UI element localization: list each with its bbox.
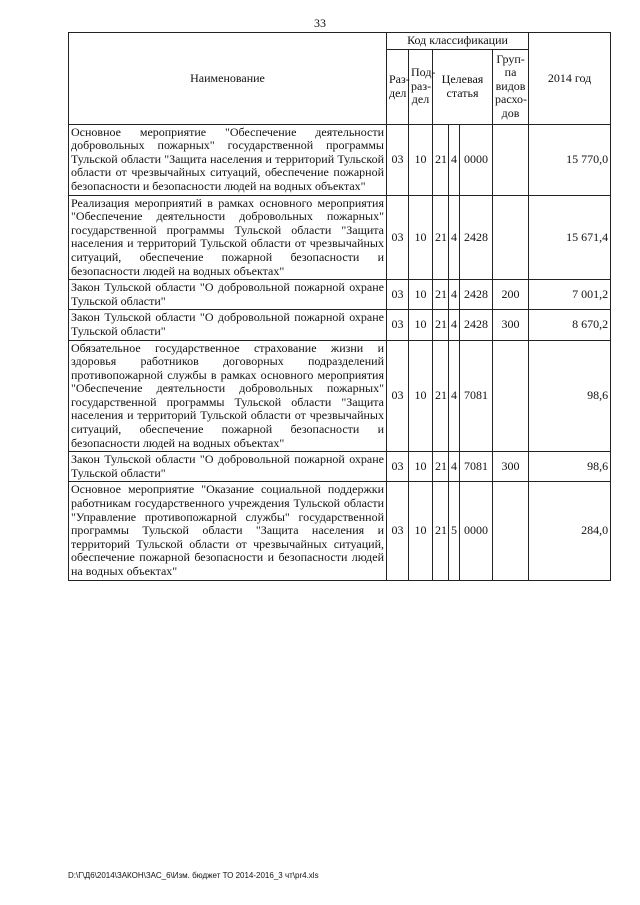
table-row [69, 452, 611, 482]
row-name: Закон Тульской области "О добровольной пожарной охране Тульской области" [69, 310, 387, 340]
row-cs2: 4 [449, 124, 460, 195]
row-cs2: 4 [449, 195, 460, 280]
row-cs3: 2428 [460, 280, 493, 310]
row-cs3: 2428 [460, 310, 493, 340]
row-name: Основное мероприятие "Оказание социальной поддержки работникам государственного учреждения Тульской области "Управление противопожарной службы" государственной программы Тульской области "Защита населения и территорий Тульской области от чрезвычайных ситуаций, обеспечение пожарной безопасности и безопасности людей на водных объектах" [69, 482, 387, 580]
row-cs2: 4 [449, 452, 460, 482]
header-section: Раз-дел [387, 49, 409, 124]
row-cs1: 21 [433, 310, 449, 340]
row-vid: 200 [493, 280, 529, 310]
row-vid [493, 124, 529, 195]
row-podrazdel: 10 [409, 482, 433, 580]
row-vid: 300 [493, 452, 529, 482]
table-row [69, 340, 611, 452]
row-podrazdel: 10 [409, 124, 433, 195]
table-row [69, 280, 611, 310]
row-podrazdel: 10 [409, 452, 433, 482]
header-classification: Код классификации [387, 33, 529, 50]
row-razdel: 03 [387, 452, 409, 482]
row-podrazdel: 10 [409, 310, 433, 340]
row-vid [493, 340, 529, 452]
row-name: Основное мероприятие "Обеспечение деятельности добровольных пожарных" государственной программы Тульской области "Защита населения и территорий Тульской области от чрезвычайных ситуаций, обеспечение пожарной безопасности и безопасности людей на водных объектах" [69, 124, 387, 195]
row-name: Реализация мероприятий в рамках основного мероприятия "Обеспечение деятельности добровольных пожарных" государственной программы Тульской области "Защита населения и территорий Тульской области от чрезвычайных ситуаций, обеспечение пожарной безопасности и безопасности людей на водных объектах" [69, 195, 387, 280]
header-year: 2014 год [529, 33, 611, 125]
row-razdel: 03 [387, 482, 409, 580]
row-podrazdel: 10 [409, 340, 433, 452]
row-amount: 15 671,4 [529, 195, 611, 280]
row-vid [493, 482, 529, 580]
header-target-article: Целевая статья [433, 49, 493, 124]
row-name: Закон Тульской области "О добровольной пожарной охране Тульской области" [69, 280, 387, 310]
row-razdel: 03 [387, 340, 409, 452]
row-vid: 300 [493, 310, 529, 340]
row-amount: 98,6 [529, 340, 611, 452]
row-razdel: 03 [387, 310, 409, 340]
row-cs3: 0000 [460, 482, 493, 580]
row-razdel: 03 [387, 195, 409, 280]
row-amount: 7 001,2 [529, 280, 611, 310]
row-name: Обязательное государственное страхование жизни и здоровья работников договорных подразделений противопожарной службы в рамках основного мероприятия "Обеспечение деятельности добровольных пожарных" государственной программы Тульской области "Защита населения и территорий Тульской области от чрезвычайных ситуаций, обеспечение пожарной безопасности и безопасности людей на водных объектах" [69, 340, 387, 452]
row-cs2: 5 [449, 482, 460, 580]
header-expense-group: Груп-па видов расхо-дов [493, 49, 529, 124]
file-path-footer: D:\Г\Д6\2014\ЗАКОН\ЗАС_6\Изм. бюджет ТО 2014-2016_3 чт\pr4.xls [68, 871, 319, 880]
row-amount: 98,6 [529, 452, 611, 482]
row-cs3: 0000 [460, 124, 493, 195]
table-row [69, 482, 611, 580]
row-cs3: 2428 [460, 195, 493, 280]
row-podrazdel: 10 [409, 280, 433, 310]
row-cs1: 21 [433, 195, 449, 280]
row-cs3: 7081 [460, 452, 493, 482]
table-row [69, 195, 611, 280]
row-podrazdel: 10 [409, 195, 433, 280]
row-cs1: 21 [433, 124, 449, 195]
budget-table [68, 32, 611, 581]
row-cs1: 21 [433, 482, 449, 580]
header-name: Наименование [69, 33, 387, 125]
row-razdel: 03 [387, 124, 409, 195]
row-amount: 284,0 [529, 482, 611, 580]
header-row-top [69, 33, 611, 50]
table-row [69, 310, 611, 340]
page-number: 33 [314, 16, 326, 30]
row-cs1: 21 [433, 340, 449, 452]
row-cs3: 7081 [460, 340, 493, 452]
row-name: Закон Тульской области "О добровольной пожарной охране Тульской области" [69, 452, 387, 482]
row-amount: 8 670,2 [529, 310, 611, 340]
row-cs2: 4 [449, 310, 460, 340]
row-amount: 15 770,0 [529, 124, 611, 195]
header-subsection: Под-раз-дел [409, 49, 433, 124]
table-row [69, 124, 611, 195]
row-vid [493, 195, 529, 280]
row-cs1: 21 [433, 280, 449, 310]
row-razdel: 03 [387, 280, 409, 310]
row-cs2: 4 [449, 280, 460, 310]
row-cs1: 21 [433, 452, 449, 482]
row-cs2: 4 [449, 340, 460, 452]
